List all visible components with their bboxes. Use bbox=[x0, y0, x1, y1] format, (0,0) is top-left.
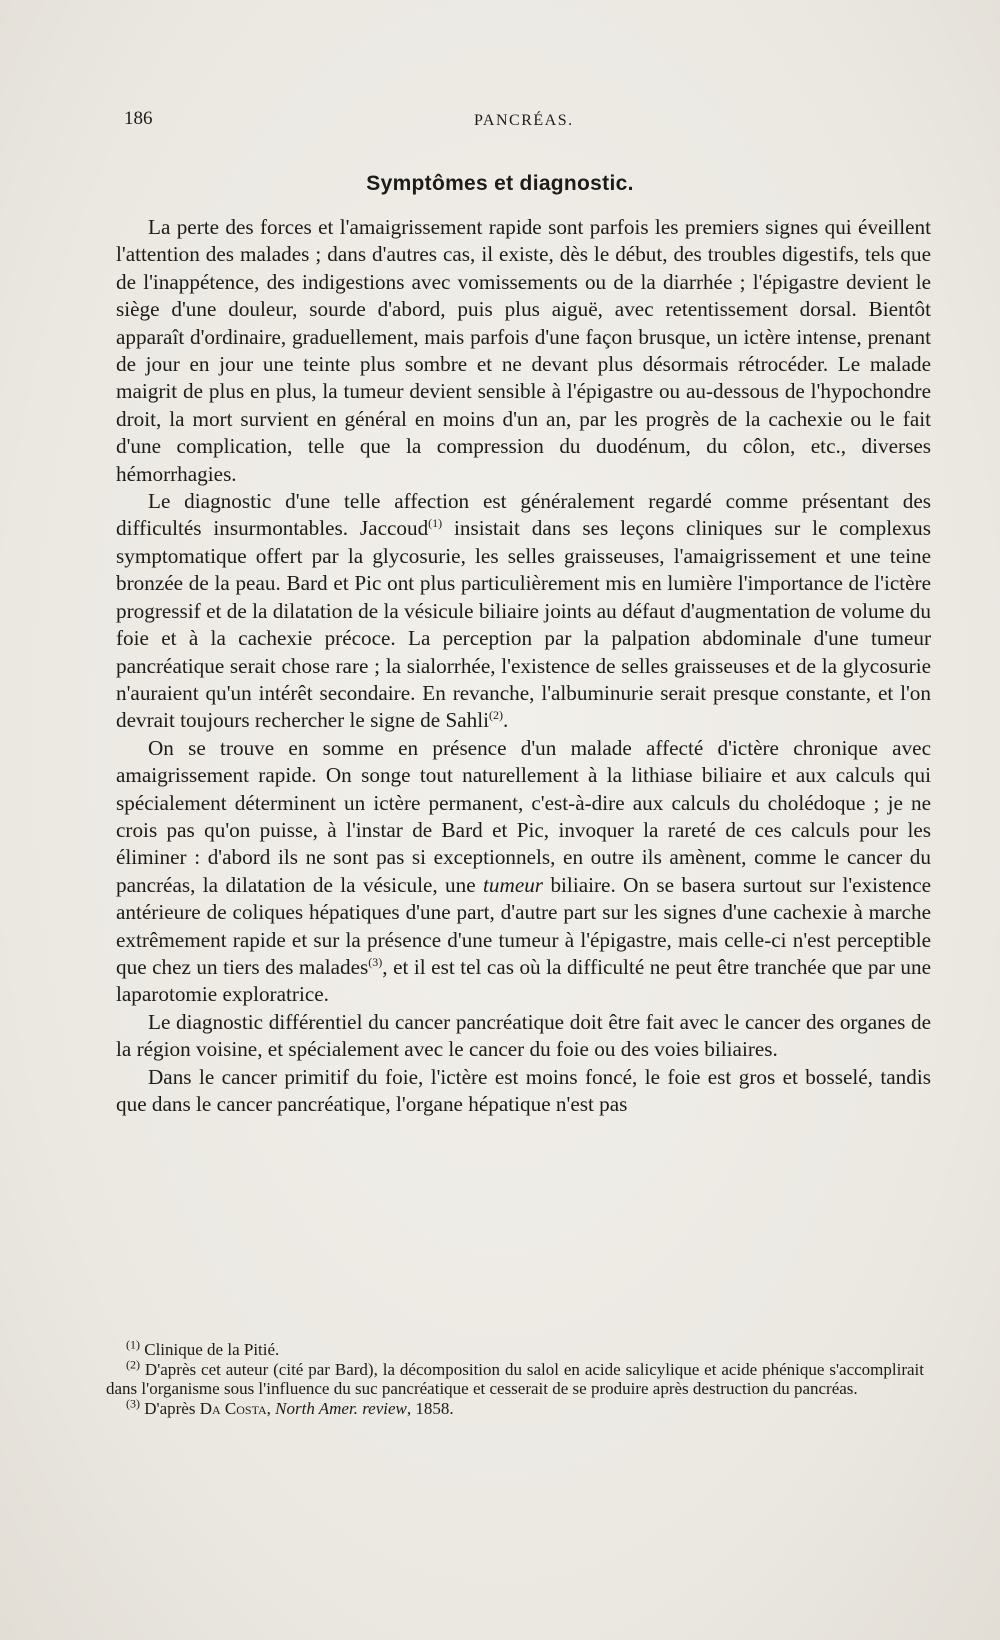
paragraph-3 bbox=[116, 735, 931, 1009]
footnote-1-mark: (1) bbox=[126, 1337, 140, 1352]
page-number: 186 bbox=[124, 108, 153, 129]
footnote-3-author: Da Costa bbox=[199, 1398, 267, 1418]
paragraph-2 bbox=[116, 488, 931, 735]
running-title: PANCRÉAS. bbox=[474, 112, 574, 129]
footnote-1-text: Clinique de la Pitié. bbox=[140, 1340, 280, 1359]
paragraph-3-text-b: biliaire. On se basera surtout sur l'existence antérieure de coliques hépatiques d'une part, d'autre part sur les signes d'une cachexie à marche extrêmement rapide et sur la présence d'une tumeur à l'épigastre, mais celle-ci n'est perceptible que chez un tiers des malades bbox=[116, 872, 932, 979]
footnote-3-journal: North Amer. review bbox=[275, 1398, 407, 1418]
footnote-2-mark: (2) bbox=[126, 1356, 140, 1371]
footnote-3-text-a: D'après bbox=[140, 1398, 200, 1418]
footnote-3-text-c: , 1858. bbox=[406, 1398, 454, 1418]
body-text bbox=[116, 214, 931, 1118]
paragraph-5: Dans le cancer primitif du foie, l'ictère est moins foncé, le foie est gros et bosselé, tandis que dans le cancer pancréatique, l'organe hépatique n'est pas bbox=[116, 1064, 931, 1116]
footnote-ref-3[interactable]: (3) bbox=[368, 954, 383, 969]
footnote-3-text-b: , bbox=[266, 1398, 276, 1418]
footnote-2-text: D'après cet auteur (cité par Bard), la décomposition du salol en acide salicylique et acide phénique s'accomplirait dans l'organisme sous l'influence du suc pancréatique et cesserait de se produire après destruction du pancréas. bbox=[106, 1359, 924, 1399]
paragraph-4: Le diagnostic différentiel du cancer pancréatique doit être fait avec le cancer des organes de la région voisine, et spécialement avec le cancer du foie ou des voies biliaires. bbox=[116, 1009, 931, 1062]
paragraph-2-text-b: insistait dans ses leçons cliniques sur le complexus symptomatique offert par la glycosurie, les selles graisseuses, l'amaigrissement et une teine bronzée de la peau. Bard et Pic ont plus particulièrement mis en lumière l'importance de l'ictère progressif et de la dilatation de la vésicule biliaire joints au défaut d'augmentation de volume du foie et à la cachexie précoce. La perception par la palpation abdominale d'une tumeur pancréatique serait chose rare ; la sialorrhée, l'existence de selles graisseuses et de la glycosurie n'auraient qu'un intérêt secondaire. En revanche, l'albuminurie serait presque constante, et l'on devrait toujours rechercher le signe de Sahli bbox=[116, 516, 932, 733]
footnote-3 bbox=[106, 1396, 924, 1419]
footnote-1 bbox=[106, 1337, 924, 1360]
footnotes bbox=[106, 1337, 924, 1418]
paragraph-1: La perte des forces et l'amaigrissement rapide sont parfois les premiers signes qui éveillent l'attention des malades ; dans d'autres cas, il existe, dès le début, des troubles digestifs, tels que de l'inappétence, des indigestions avec vomissements ou de la diarrhée ; l'épigastre devient le siège d'une douleur, sourde d'abord, puis plus aiguë, avec retentissement dorsal. Bientôt apparaît d'ordinaire, graduellement, mais parfois d'une façon brusque, un ictère intense, prenant de jour en jour une teinte plus sombre et ne devant plus désormais rétrocéder. Le malade maigrit de plus en plus, la tumeur devient sensible à l'épigastre ou au-dessous de l'hypochondre droit, la mort survient en général en moins d'un an, par les progrès de la cachexie ou le fait d'une complication, telle que la compression du duodénum, du côlon, etc., diverses hémorrhagies. bbox=[116, 215, 931, 486]
paragraph-2-text-c: . bbox=[503, 708, 509, 733]
running-head bbox=[124, 108, 922, 138]
footnote-3-mark: (3) bbox=[126, 1396, 140, 1411]
paragraph-2-text-a: Le diagnostic d'une telle affection est généralement regardé comme présentant des difficultés insurmontables. Jaccoud bbox=[116, 489, 931, 541]
paragraph-3-text-a: On se trouve en somme en présence d'un malade affecté d'ictère chronique avec amaigrissement rapide. On songe tout naturellement à la lithiase biliaire et aux calculs qui spécialement déterminent un ictère permanent, c'est-à-dire aux calculs du cholédoque ; je ne crois pas qu'on puisse, à l'instar de Bard et Pic, invoquer la rareté de ces calculs pour les éliminer : d'abord ils ne sont pas si exceptionnels, en outre ils amènent, comme le cancer du pancréas, la dilatation de la vésicule, une bbox=[116, 735, 931, 897]
footnote-ref-1[interactable]: (1) bbox=[428, 516, 443, 531]
paragraph-3-text-c: , et il est tel cas où la difficulté ne peut être tranchée que par une laparotomie exploratrice. bbox=[116, 954, 931, 1007]
section-title: Symptômes et diagnostic. bbox=[366, 172, 634, 195]
footnote-2 bbox=[106, 1356, 924, 1399]
footnote-ref-2[interactable]: (2) bbox=[489, 708, 503, 723]
paragraph-3-italic: tumeur bbox=[483, 872, 544, 897]
